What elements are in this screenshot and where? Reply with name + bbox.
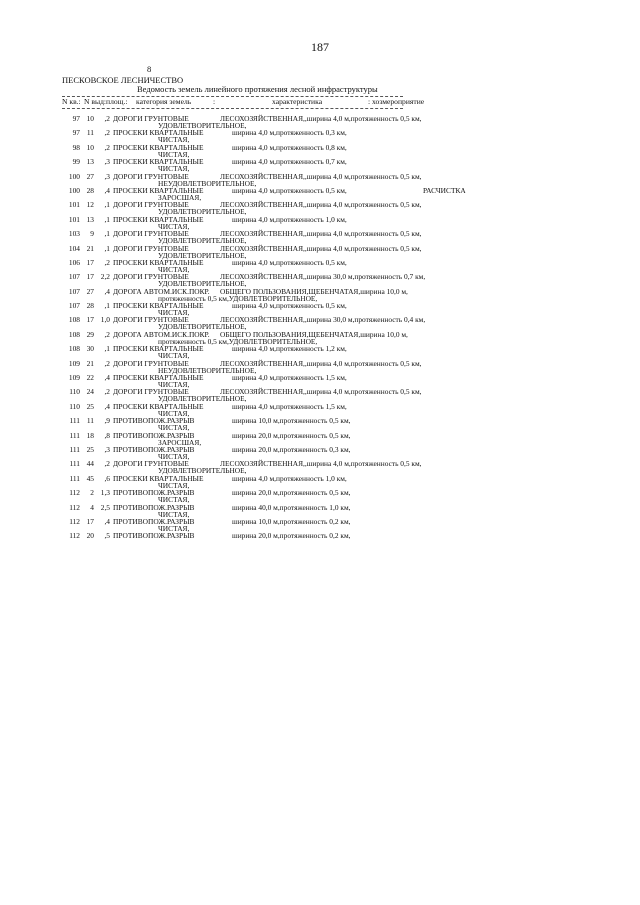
row-category: ПРОСЕКИ КВАРТАЛЬНЫЕ xyxy=(113,185,204,195)
row-characteristic-cont: ЧИСТАЯ, xyxy=(158,480,190,490)
table-row xyxy=(0,432,640,446)
table-row xyxy=(0,360,640,374)
row-category: ДОРОГИ ГРУНТОВЫЕ xyxy=(113,171,189,181)
row-characteristic: ЛЕСОХОЗЯЙСТВЕННАЯ,,ширина 4,0 м,протяженность 0,5 км, xyxy=(220,387,422,397)
row-area: 1,3 xyxy=(100,488,110,498)
row-area: ,2 xyxy=(104,128,110,138)
row-characteristic-cont: УДОВЛЕТВОРИТЕЛЬНОЕ, xyxy=(158,236,247,246)
table-row xyxy=(0,446,640,460)
row-characteristic: ЛЕСОХОЗЯЙСТВЕННАЯ,,ширина 4,0 м,протяженность 0,5 км, xyxy=(220,114,422,123)
table-row xyxy=(0,187,640,201)
row-vydel: 29 xyxy=(86,329,94,339)
table-row xyxy=(0,144,640,158)
row-kvartal: 99 xyxy=(72,157,80,167)
row-kvartal: 111 xyxy=(69,416,80,426)
row-vydel: 13 xyxy=(86,157,94,167)
table-row xyxy=(0,173,640,187)
row-area: ,8 xyxy=(104,430,110,440)
header-rule-bottom xyxy=(62,108,403,109)
row-vydel: 2 xyxy=(90,488,94,498)
row-kvartal: 100 xyxy=(68,171,80,181)
row-area: ,1 xyxy=(104,243,110,253)
table-row xyxy=(0,316,640,330)
row-vydel: 25 xyxy=(86,444,94,454)
row-measure: РАСЧИСТКА xyxy=(423,185,466,195)
row-characteristic: ОБЩЕГО ПОЛЬЗОВАНИЯ,ЩЕБЕНЧАТАЯ,ширина 10,0 м, xyxy=(220,329,408,339)
table-row xyxy=(0,273,640,287)
row-characteristic-cont: протяженность 0,5 км,УДОВЛЕТВОРИТЕЛЬНОЕ, xyxy=(158,293,318,303)
row-kvartal: 112 xyxy=(69,516,80,526)
row-area: ,5 xyxy=(104,531,110,541)
table-row xyxy=(0,230,640,244)
table-row xyxy=(0,331,640,345)
row-vydel: 11 xyxy=(86,128,94,138)
row-area: ,4 xyxy=(104,373,110,383)
table-row xyxy=(0,129,640,143)
row-characteristic: ЛЕСОХОЗЯЙСТВЕННАЯ,,ширина 4,0 м,протяженность 0,5 км, xyxy=(220,358,422,368)
row-vydel: 28 xyxy=(86,185,94,195)
header-characteristic: характеристика xyxy=(272,97,323,106)
row-category: ДОРОГИ ГРУНТОВЫЕ xyxy=(113,358,189,368)
row-category: ПРОТИВОПОЖ.РАЗРЫВ xyxy=(113,516,195,526)
row-characteristic: ЛЕСОХОЗЯЙСТВЕННАЯ,,ширина 4,0 м,протяженность 0,5 км, xyxy=(220,171,422,181)
row-vydel: 10 xyxy=(86,142,94,152)
row-vydel: 9 xyxy=(90,229,94,239)
row-area: ,2 xyxy=(104,329,110,339)
row-category: ПРОТИВОПОЖ.РАЗРЫВ xyxy=(113,531,195,541)
row-area: ,6 xyxy=(104,473,110,483)
row-vydel: 27 xyxy=(86,286,94,296)
row-vydel: 11 xyxy=(86,416,94,426)
row-kvartal: 98 xyxy=(72,142,80,152)
row-vydel: 17 xyxy=(86,257,94,267)
row-vydel: 44 xyxy=(86,459,94,469)
land-table xyxy=(0,115,640,547)
row-characteristic-cont: ЧИСТАЯ, xyxy=(158,308,190,318)
table-row xyxy=(0,216,640,230)
row-area: 1,0 xyxy=(100,315,110,325)
row-kvartal: 97 xyxy=(72,128,80,138)
table-row xyxy=(0,489,640,503)
row-characteristic: ширина 4,0 м,протяженность 1,5 км, xyxy=(232,401,347,411)
row-kvartal: 107 xyxy=(68,286,80,296)
row-area: ,1 xyxy=(104,229,110,239)
row-characteristic-cont: ЧИСТАЯ, xyxy=(158,423,190,433)
row-characteristic-cont: УДОВЛЕТВОРИТЕЛЬНОЕ, xyxy=(158,121,247,130)
table-row xyxy=(0,201,640,215)
row-kvartal: 97 xyxy=(72,114,80,123)
row-characteristic: ширина 4,0 м,протяженность 1,2 км, xyxy=(232,344,347,354)
row-characteristic: ширина 4,0 м,протяженность 1,0 км, xyxy=(232,214,347,224)
row-characteristic-cont: ЗАРОСШАЯ, xyxy=(158,192,202,202)
table-row xyxy=(0,518,640,532)
row-category: ДОРОГА АВТОМ.ИСК.ПОКР. xyxy=(113,286,210,296)
table-row xyxy=(0,302,640,316)
table-row xyxy=(0,115,640,129)
row-category: ПРОСЕКИ КВАРТАЛЬНЫЕ xyxy=(113,128,204,138)
row-characteristic-cont: УДОВЛЕТВОРИТЕЛЬНОЕ, xyxy=(158,279,247,289)
row-vydel: 45 xyxy=(86,473,94,483)
row-area: ,1 xyxy=(104,214,110,224)
row-category: ДОРОГИ ГРУНТОВЫЕ xyxy=(113,200,189,210)
row-kvartal: 108 xyxy=(68,344,80,354)
row-characteristic: ЛЕСОХОЗЯЙСТВЕННАЯ,,ширина 30,0 м,протяженность 0,4 км, xyxy=(220,315,426,325)
row-category: ПРОТИВОПОЖ.РАЗРЫВ xyxy=(113,444,195,454)
row-characteristic-cont: ЧИСТАЯ, xyxy=(158,164,190,174)
row-characteristic-cont: ЧИСТАЯ, xyxy=(158,135,190,145)
row-kvartal: 108 xyxy=(68,315,80,325)
row-vydel: 17 xyxy=(86,516,94,526)
row-characteristic-cont: ЧИСТАЯ, xyxy=(158,380,190,390)
row-kvartal: 106 xyxy=(68,257,80,267)
table-row xyxy=(0,245,640,259)
table-row xyxy=(0,288,640,302)
row-kvartal: 100 xyxy=(68,185,80,195)
row-characteristic: ширина 4,0 м,протяженность 1,5 км, xyxy=(232,373,347,383)
section-page-number: 8 xyxy=(147,64,152,74)
row-characteristic-cont: ЧИСТАЯ, xyxy=(158,408,190,418)
row-kvartal: 111 xyxy=(69,459,80,469)
row-characteristic-cont: ЗАРОСШАЯ, xyxy=(158,437,202,447)
row-area: ,4 xyxy=(104,401,110,411)
row-area: ,4 xyxy=(104,185,110,195)
row-characteristic: ЛЕСОХОЗЯЙСТВЕННАЯ,,ширина 4,0 м,протяженность 0,5 км, xyxy=(220,229,422,239)
row-kvartal: 101 xyxy=(68,200,80,210)
row-area: ,1 xyxy=(104,200,110,210)
row-category: ПРОСЕКИ КВАРТАЛЬНЫЕ xyxy=(113,301,204,311)
row-vydel: 10 xyxy=(86,114,94,123)
document-title: Ведомость земель линейного протяжения лесной инфраструктуры xyxy=(137,84,378,94)
row-vydel: 13 xyxy=(86,214,94,224)
row-area: ,4 xyxy=(104,516,110,526)
row-area: ,2 xyxy=(104,387,110,397)
row-category: ДОРОГИ ГРУНТОВЫЕ xyxy=(113,387,189,397)
row-vydel: 4 xyxy=(90,502,94,512)
row-kvartal: 111 xyxy=(69,444,80,454)
table-row xyxy=(0,345,640,359)
row-characteristic: ширина 10,0 м,протяженность 0,2 км, xyxy=(232,516,351,526)
row-kvartal: 110 xyxy=(69,387,80,397)
row-category: ДОРОГИ ГРУНТОВЫЕ xyxy=(113,114,189,123)
header-pl: площ.: xyxy=(106,97,128,106)
row-vydel: 17 xyxy=(86,315,94,325)
row-category: ПРОСЕКИ КВАРТАЛЬНЫЕ xyxy=(113,257,204,267)
row-vydel: 17 xyxy=(86,272,94,282)
row-kvartal: 112 xyxy=(69,502,80,512)
table-row xyxy=(0,374,640,388)
row-kvartal: 107 xyxy=(68,272,80,282)
table-row xyxy=(0,532,640,546)
row-vydel: 21 xyxy=(86,358,94,368)
row-characteristic: ширина 4,0 м,протяженность 0,3 км, xyxy=(232,128,347,138)
row-characteristic-cont: ЧИСТАЯ, xyxy=(158,221,190,231)
row-kvartal: 111 xyxy=(69,430,80,440)
row-characteristic: ширина 4,0 м,протяженность 0,8 км, xyxy=(232,142,347,152)
row-characteristic: ширина 40,0 м,протяженность 1,0 км, xyxy=(232,502,351,512)
row-characteristic-cont: ЧИСТАЯ, xyxy=(158,495,190,505)
row-area: ,3 xyxy=(104,157,110,167)
row-characteristic-cont: ЧИСТАЯ, xyxy=(158,523,190,533)
header-sep: : xyxy=(213,97,216,106)
row-characteristic: ширина 4,0 м,протяженность 0,5 км, xyxy=(232,301,347,311)
row-kvartal: 111 xyxy=(69,473,80,483)
row-category: ПРОСЕКИ КВАРТАЛЬНЫЕ xyxy=(113,344,204,354)
row-characteristic: ЛЕСОХОЗЯЙСТВЕННАЯ,,ширина 4,0 м,протяженность 0,5 км, xyxy=(220,243,422,253)
row-characteristic: ширина 4,0 м,протяженность 0,7 км, xyxy=(232,157,347,167)
row-category: ПРОСЕКИ КВАРТАЛЬНЫЕ xyxy=(113,473,204,483)
row-category: ДОРОГА АВТОМ.ИСК.ПОКР. xyxy=(113,329,210,339)
row-area: ,3 xyxy=(104,444,110,454)
row-category: ПРОСЕКИ КВАРТАЛЬНЫЕ xyxy=(113,373,204,383)
row-area: ,2 xyxy=(104,257,110,267)
row-characteristic: ширина 20,0 м,протяженность 0,5 км, xyxy=(232,488,351,498)
row-vydel: 20 xyxy=(86,531,94,541)
row-characteristic: ширина 4,0 м,протяженность 0,5 км, xyxy=(232,257,347,267)
page-number: 187 xyxy=(311,40,329,54)
row-vydel: 27 xyxy=(86,171,94,181)
row-characteristic: ЛЕСОХОЗЯЙСТВЕННАЯ,,ширина 4,0 м,протяженность 0,5 км, xyxy=(220,459,422,469)
row-characteristic-cont: УДОВЛЕТВОРИТЕЛЬНОЕ, xyxy=(158,322,247,332)
header-vd: N выд: xyxy=(84,97,107,106)
row-category: ПРОСЕКИ КВАРТАЛЬНЫЕ xyxy=(113,157,204,167)
table-row xyxy=(0,417,640,431)
row-category: ДОРОГИ ГРУНТОВЫЕ xyxy=(113,272,189,282)
row-kvartal: 112 xyxy=(69,531,80,541)
row-characteristic: ОБЩЕГО ПОЛЬЗОВАНИЯ,ЩЕБЕНЧАТАЯ,ширина 10,0 м, xyxy=(220,286,408,296)
row-vydel: 25 xyxy=(86,401,94,411)
row-area: ,2 xyxy=(104,114,110,123)
row-area: ,2 xyxy=(104,358,110,368)
organization-name: ПЕСКОВСКОЕ ЛЕСНИЧЕСТВО xyxy=(62,75,184,85)
row-vydel: 24 xyxy=(86,387,94,397)
header-category: категория земель xyxy=(136,97,192,106)
row-category: ПРОСЕКИ КВАРТАЛЬНЫЕ xyxy=(113,214,204,224)
row-category: ДОРОГИ ГРУНТОВЫЕ xyxy=(113,315,189,325)
row-area: ,2 xyxy=(104,142,110,152)
table-row xyxy=(0,475,640,489)
row-kvartal: 109 xyxy=(68,358,80,368)
table-row xyxy=(0,460,640,474)
row-vydel: 22 xyxy=(86,373,94,383)
row-characteristic-cont: НЕУДОВЛЕТВОРИТЕЛЬНОЕ, xyxy=(158,178,257,188)
row-characteristic: ширина 4,0 м,протяженность 0,5 км, xyxy=(232,185,347,195)
row-kvartal: 103 xyxy=(68,229,80,239)
row-characteristic-cont: НЕУДОВЛЕТВОРИТЕЛЬНОЕ, xyxy=(158,365,257,375)
row-category: ПРОТИВОПОЖ.РАЗРЫВ xyxy=(113,416,195,426)
row-characteristic-cont: ЧИСТАЯ, xyxy=(158,351,190,361)
row-area: ,3 xyxy=(104,171,110,181)
table-row xyxy=(0,388,640,402)
row-vydel: 21 xyxy=(86,243,94,253)
row-characteristic-cont: ЧИСТАЯ, xyxy=(158,509,190,519)
row-area: ,4 xyxy=(104,286,110,296)
row-characteristic: ширина 20,0 м,протяженность 0,2 км, xyxy=(232,531,351,541)
row-characteristic-cont: ЧИСТАЯ, xyxy=(158,451,190,461)
row-area: 2,2 xyxy=(100,272,110,282)
row-characteristic: ЛЕСОХОЗЯЙСТВЕННАЯ,,ширина 4,0 м,протяженность 0,5 км, xyxy=(220,200,422,210)
row-kvartal: 101 xyxy=(68,214,80,224)
row-kvartal: 104 xyxy=(68,243,80,253)
row-characteristic: ширина 20,0 м,протяженность 0,3 км, xyxy=(232,444,351,454)
row-kvartal: 110 xyxy=(69,401,80,411)
row-category: ПРОТИВОПОЖ.РАЗРЫВ xyxy=(113,502,195,512)
row-area: ,1 xyxy=(104,301,110,311)
row-characteristic: ширина 4,0 м,протяженность 1,0 км, xyxy=(232,473,347,483)
row-category: ДОРОГИ ГРУНТОВЫЕ xyxy=(113,229,189,239)
row-category: ПРОТИВОПОЖ.РАЗРЫВ xyxy=(113,488,195,498)
row-characteristic-cont: УДОВЛЕТВОРИТЕЛЬНОЕ, xyxy=(158,207,247,217)
row-characteristic: ширина 20,0 м,протяженность 0,5 км, xyxy=(232,430,351,440)
row-characteristic-cont: ЧИСТАЯ, xyxy=(158,264,190,274)
table-row xyxy=(0,158,640,172)
table-row xyxy=(0,403,640,417)
row-area: ,2 xyxy=(104,459,110,469)
row-characteristic-cont: ЧИСТАЯ, xyxy=(158,149,190,159)
row-characteristic-cont: протяженность 0,5 км,УДОВЛЕТВОРИТЕЛЬНОЕ, xyxy=(158,336,318,346)
table-row xyxy=(0,259,640,273)
row-category: ПРОТИВОПОЖ.РАЗРЫВ xyxy=(113,430,195,440)
row-characteristic-cont: УДОВЛЕТВОРИТЕЛЬНОЕ, xyxy=(158,466,247,476)
row-kvartal: 112 xyxy=(69,488,80,498)
row-vydel: 12 xyxy=(86,200,94,210)
row-vydel: 18 xyxy=(86,430,94,440)
row-category: ДОРОГИ ГРУНТОВЫЕ xyxy=(113,459,189,469)
row-kvartal: 109 xyxy=(68,373,80,383)
row-category: ДОРОГИ ГРУНТОВЫЕ xyxy=(113,243,189,253)
row-characteristic: ЛЕСОХОЗЯЙСТВЕННАЯ,,ширина 30,0 м,протяженность 0,7 км, xyxy=(220,272,426,282)
header-measures: : хозмероприятие xyxy=(368,97,425,106)
row-vydel: 30 xyxy=(86,344,94,354)
row-vydel: 28 xyxy=(86,301,94,311)
row-kvartal: 108 xyxy=(68,329,80,339)
row-kvartal: 107 xyxy=(68,301,80,311)
row-area: ,1 xyxy=(104,344,110,354)
header-kv: N кв.: xyxy=(62,97,81,106)
table-row xyxy=(0,504,640,518)
row-area: 2,5 xyxy=(100,502,110,512)
row-category: ПРОСЕКИ КВАРТАЛЬНЫЕ xyxy=(113,401,204,411)
row-category: ПРОСЕКИ КВАРТАЛЬНЫЕ xyxy=(113,142,204,152)
row-area: ,9 xyxy=(104,416,110,426)
row-characteristic-cont: УДОВЛЕТВОРИТЕЛЬНОЕ, xyxy=(158,394,247,404)
row-characteristic: ширина 10,0 м,протяженность 0,5 км, xyxy=(232,416,351,426)
row-characteristic-cont: УДОВЛЕТВОРИТЕЛЬНОЕ, xyxy=(158,250,247,260)
